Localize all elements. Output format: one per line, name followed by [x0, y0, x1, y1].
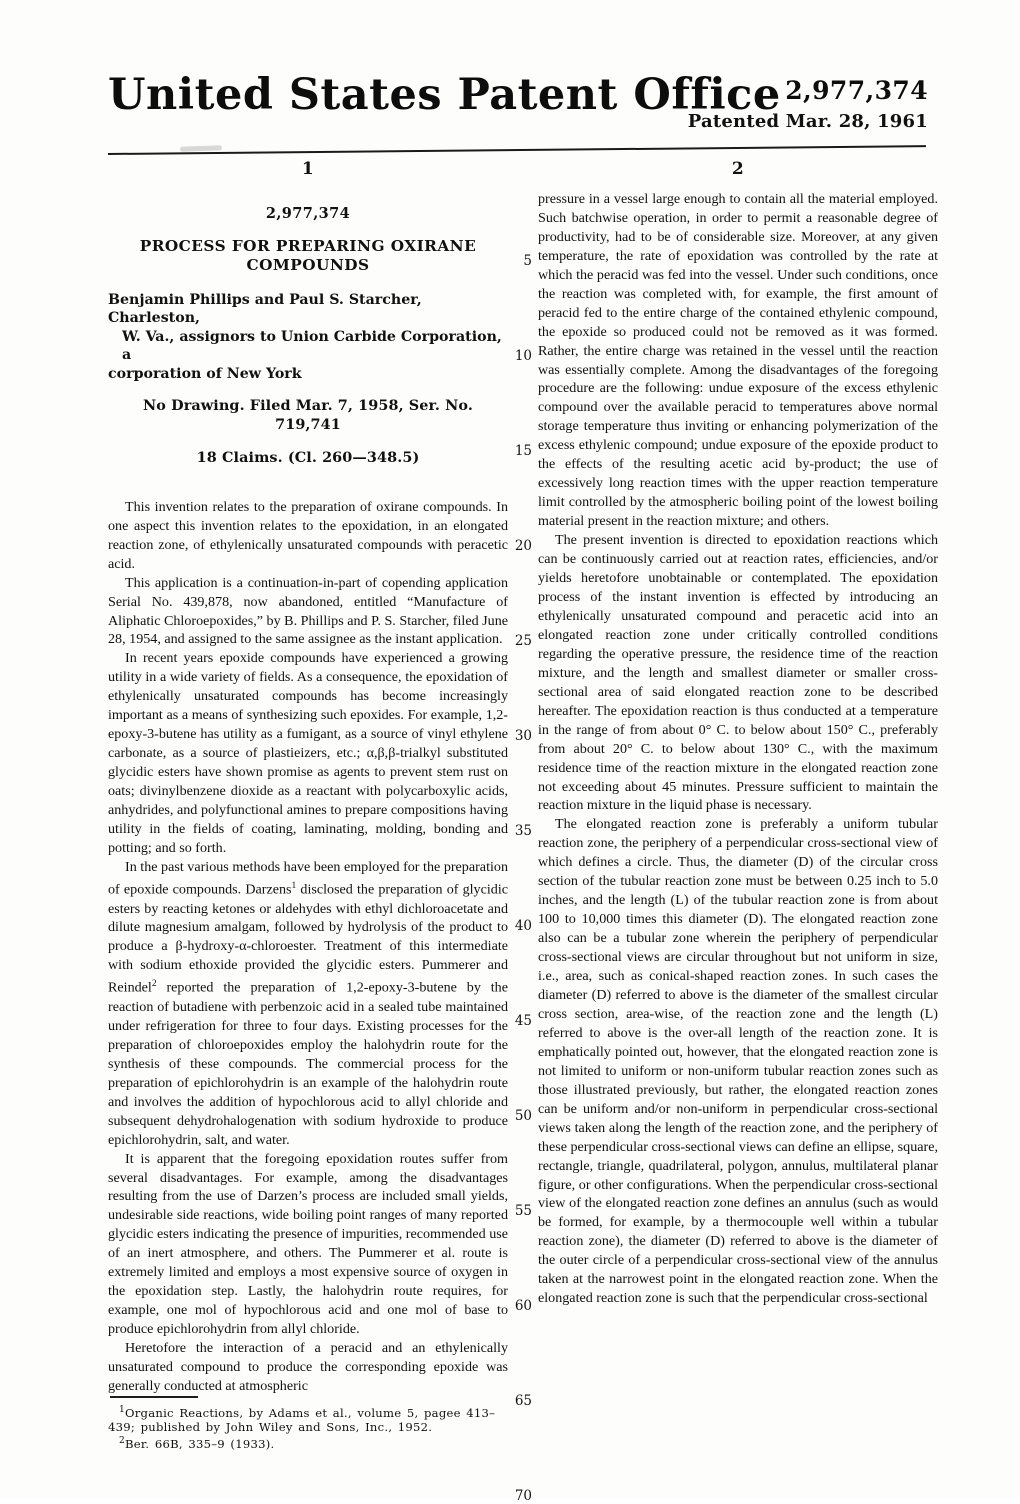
line-number: 20 [514, 538, 532, 554]
footnote-ref-1: 1 [291, 880, 297, 891]
column-number-left: 1 [301, 159, 315, 179]
paragraph: Heretofore the interaction of a peracid and an ethylenically unsaturated compound to produce the corresponding epoxide was generally conducted at atmospheric [108, 1340, 508, 1395]
footnote-1 [108, 1403, 508, 1435]
line-number: 10 [514, 348, 532, 364]
inventors-line3: corporation of New York [108, 365, 302, 382]
line-number: 25 [514, 633, 532, 649]
line-number: 15 [514, 443, 532, 459]
masthead-divider [108, 145, 926, 155]
footnote-2 [108, 1434, 508, 1451]
claims-info: 18 Claims. (Cl. 260—348.5) [196, 448, 420, 466]
invention-title [108, 237, 508, 275]
filing-info: No Drawing. Filed Mar. 7, 1958, Ser. No. 719,741 [143, 396, 473, 433]
paragraph-with-footnote-refs [108, 858, 508, 1150]
column-number-right: 2 [731, 159, 745, 179]
line-number: 55 [514, 1203, 532, 1219]
line-number: 60 [514, 1298, 532, 1314]
column-left [108, 160, 508, 1396]
invention-title-line1: PROCESS FOR PREPARING OXIRANE [139, 236, 477, 255]
paragraph: The present invention is directed to epoxidation reactions which can be continuously carried out at reaction rates, efficiencies, and/or yields heretofore unobtainable or contemplated. The epoxidation process of the instant invention is effected by introducing an ethylenically unsaturated compound and peracetic acid into an elongated reaction zone under critically controlled conditions regarding the operative pressure, the residence time of the reaction mixture, and the length and smallest diameter or smaller cross-sectional area of said elongated reaction zone to be described hereafter. The epoxidation reaction is thus conducted at a temperature in the range of from about 0° C. to below about 150° C., preferably from about 20° C. to below about 130° C., with the maximum residence time of the reaction mixture in the elongated reaction zone not exceeding about 45 minutes. Pressure sufficient to maintain the reaction mixture in the liquid phase is necessary. [538, 532, 938, 814]
paragraph: The elongated reaction zone is preferably a uniform tubular reaction zone, the periphery of a perpendicular cross-sectional view of which defines a circle. Thus, the diameter (D) of the circular cross section of the tubular reaction zone must be between 0.25 inch to 5.0 inches, and the length (L) of the tubular reaction zone is from about 100 to 10,000 times this diameter (D). The elongated reaction zone also can be a tubular zone wherein the periphery of perpendicular cross-sectional views are circular throughout but not uniform in size, i.e., area, such as conical-shaped reaction zones. In such cases the diameter (D) referred to above is the diameter of the smallest circular cross section, area-wise, of the reaction zone and the length (L) referred to above is the over-all length of the reaction zone. It is emphatically pointed out, however, that the elongated reaction zone is not limited to uniform or non-uniform tubular reaction zones such as those illustrated previously, but rather, the elongated reaction zones can be uniform and/or non-uniform in perpendicular cross-sectional views taken along the length of the reaction zone, and the periphery of these perpendicular cross-sectional views can define an ellipse, square, rectangle, triangle, quadrilateral, polygon, annulus, multilateral planar figure, or other configurations. When the perpendicular cross-sectional view of the elongated reaction zone defines an annulus (such as would be formed, for example, by a thermocouple well within a tubular reaction zone), the diameter (D) referred to above is the diameter of the outer circle of a perpendicular cross-sectional view of the annulus taken at the narrowest point in the elongated reaction zone. When the elongated reaction zone is such that the perpendicular cross-sectional [538, 816, 938, 1307]
paragraph: This invention relates to the preparation of oxirane compounds. In one aspect this invention relates to the epoxidation, in an elongated reaction zone, of ethylenically unsaturated compounds with peracetic acid. [108, 498, 508, 572]
paragraph: pressure in a vessel large enough to contain all the material employed. Such batchwise operation, in order to permit a reasonable degree of productivity, had to be of considerable size. Moreover, at any given temperature, the rate of epoxidation was controlled by the rate at which the peracid was fed into the vessel. Under such conditions, once the reaction was completed with, for example, the first amount of peracid fed to the entire charge of the contained ethylenic compound, the epoxide so produced could not be removed as it was formed. Rather, the entire charge was retained in the vessel until the reaction was essentially complete. Among the disadvantages of the foregoing procedure are the following: undue exposure of the excess ethylenic compound over the available peracid to temperatures above normal storage temperature thus inviting or enhancing polymerization of the excess ethylenic compound; undue exposure of the epoxide product to the effects of the resulting acetic acid by-product; the use of excessively long reaction times with the upper reaction temperature limit controlled by the atmospheric boiling point of the lowest boiling material present in the reaction mixture; and others. [538, 190, 938, 530]
patent-number: 2,977,374 [785, 76, 928, 105]
invention-title-line2: COMPOUNDS [246, 255, 370, 274]
footnote-2-text: Ber. 66B, 335–9 (1933). [124, 1437, 275, 1452]
footnote-1-marker: 1 [119, 1404, 125, 1415]
line-number: 65 [514, 1393, 532, 1409]
masthead-right-block [688, 78, 928, 132]
footnote-ref-2: 2 [151, 979, 157, 990]
line-number: 50 [514, 1108, 532, 1124]
paragraph: In recent years epoxide compounds have experienced a growing utility in a wide variety of fields. As a consequence, the epoxidation of ethylenically unsaturated compounds has become increasingly important as a means of synthesizing such epoxides. For example, 1,2-epoxy-3-butene has utility as a fumigant, as a source of vinyl ethylene carbonate, as a source of plastieizers, etc.; α,β,β-trialkyl substituted glycidic esters have shown promise as agents to prevent stem rust on oats; divinylbenzene dioxide as a reactant with polycarboxylic acids, anhydrides, and polyfunctional amines to prepare compositions having utility in the fields of coating, laminating, molding, bonding and potting; and so forth. [108, 650, 508, 856]
patent-office-title: United States Patent Office [108, 70, 781, 120]
line-number: 30 [514, 728, 532, 744]
header-patent-number: 2,977,374 [265, 204, 351, 222]
footnote-2-marker: 2 [119, 1436, 125, 1447]
scan-artifact [180, 145, 222, 151]
line-number: 35 [514, 823, 532, 839]
line-number: 70 [514, 1488, 532, 1504]
inventors-line2: W. Va., assignors to Union Carbide Corporation, a [122, 328, 502, 364]
footnote-1-text: Organic Reactions, by Adams et al., volume 5, pagee 413–439; published by John Wiley and Sons, Inc., 1952. [108, 1405, 496, 1434]
line-number: 40 [514, 918, 532, 934]
inventors-line1: Benjamin Phillips and Paul S. Starcher, Charleston, [108, 291, 422, 327]
paragraph-part: disclosed the preparation of glycidic esters by reacting ketones or aldehydes with ethyl dichloroacetate and dilute magnesium amalgam, followed by hydrolysis of the product to produce a β-hydroxy-α-chloroester. Treatment of this intermediate with sodium ethoxide provided the glycidic esters. Pummerer and Reindel [108, 881, 508, 996]
masthead [108, 70, 928, 136]
inventors-block [108, 291, 508, 383]
line-number: 45 [514, 1013, 532, 1029]
patented-date: Patented Mar. 28, 1961 [687, 111, 928, 133]
footnote-divider [110, 1396, 198, 1398]
line-number: 5 [523, 253, 532, 269]
footnotes-block [108, 1396, 508, 1452]
paragraph: This application is a continuation-in-part of copending application Serial No. 439,878, now abandoned, entitled “Manufacture of Aliphatic Chloroepoxides,” by B. Phillips and P. S. Starcher, filed June 28, 1954, and assigned to the same assignee as the instant application. [108, 574, 508, 648]
column-right [538, 160, 938, 1308]
paragraph-part: In the past various methods have been employed for the preparation of epoxide compounds. Darzens [108, 858, 508, 898]
paragraph-part: reported the preparation of 1,2-epoxy-3-butene by the reaction of butadiene with perbenzoic acid in a sealed tube maintained under refrigeration for three to four days. Existing processes for the preparation of chloroepoxides employ the halohydrin route for the synthesis of these compounds. The commercial process for the preparation of epichlorohydrin is an example of the halohydrin route and involves the addition of hypochlorous acid to allyl chloride and subsequent dehydrohalogenation with sodium hydroxide to produce epichlorohydrin, salt, and water. [108, 980, 508, 1148]
paragraph: It is apparent that the foregoing epoxidation routes suffer from several disadvantages. For example, among the disadvantages resulting from the use of Darzen’s process are included small yields, undesirable side reactions, wide boiling point ranges of many reported glycidic esters indicating the presence of impurities, recommended use of an inert atmosphere, and others. The Pummerer et al. route is extremely limited and employs a most expensive source of oxygen in the epoxidation step. Lastly, the halohydrin route requires, for example, one mol of hypochlorous acid and one mol of base to produce epichlorohydrin from allyl chloride. [108, 1150, 508, 1338]
